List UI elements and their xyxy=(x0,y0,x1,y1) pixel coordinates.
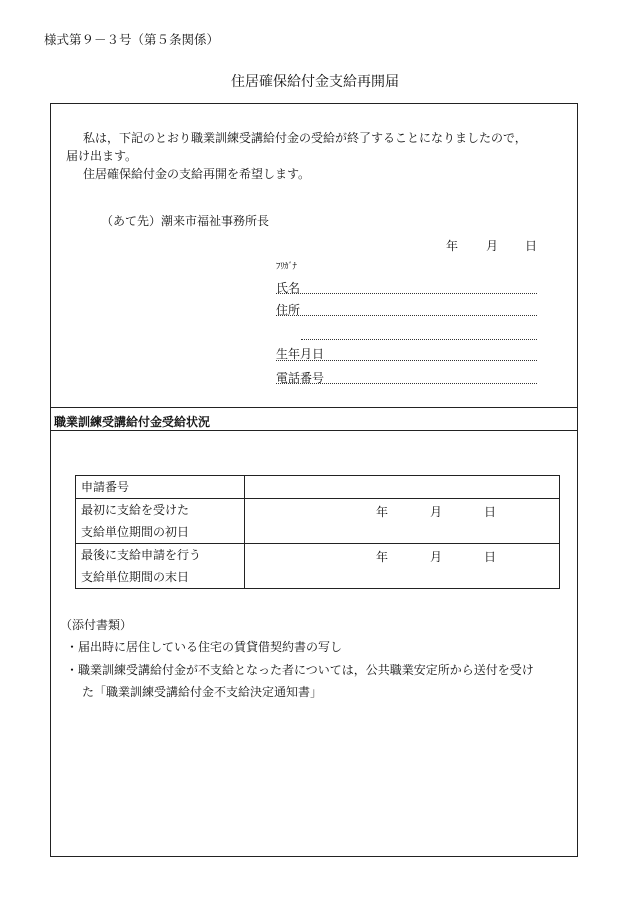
attachments-heading: （添付書類） xyxy=(60,618,133,632)
furigana-label: ﾌﾘｶﾞﾅ xyxy=(276,262,297,272)
intro-line-3: 住居確保給付金の支給再開を希望します。 xyxy=(83,167,311,181)
first-period-label-line-2: 支給単位期間の初日 xyxy=(81,525,190,539)
page-title: 住居確保給付金支給再開届 xyxy=(231,74,399,90)
attachment-item-2-continued: た「職業訓練受講給付金不支給決定通知書」 xyxy=(82,685,323,699)
name-label: 氏名 xyxy=(276,281,301,295)
first-period-day-unit: 日 xyxy=(484,505,497,519)
address-field-line-1[interactable] xyxy=(276,315,537,316)
birthdate-label: 生年月日 xyxy=(276,347,325,361)
first-period-month-unit: 月 xyxy=(430,505,443,519)
first-period-label-line-1: 最初に支給を受けた xyxy=(81,503,190,517)
first-period-date-field[interactable] xyxy=(245,499,560,544)
section-divider-top xyxy=(50,407,578,408)
last-period-label xyxy=(76,544,245,589)
application-number-label: 申請番号 xyxy=(76,476,245,499)
status-table xyxy=(75,475,560,589)
form-number: 様式第９－３号（第５条関係） xyxy=(44,32,220,47)
name-field[interactable] xyxy=(276,293,537,294)
phone-label: 電話番号 xyxy=(276,371,325,385)
address-field-line-2[interactable] xyxy=(301,339,537,340)
section-title: 職業訓練受講給付金受給状況 xyxy=(54,415,211,429)
last-period-label-line-1: 最後に支給申請を行う xyxy=(81,548,202,562)
addressee: （あて先）潮来市福祉事務所長 xyxy=(101,214,270,228)
submit-date-month-unit: 月 xyxy=(486,239,499,253)
attachment-item-1: ・届出時に居住している住宅の賃貸借契約書の写し xyxy=(66,640,343,654)
table-row xyxy=(76,499,560,544)
last-period-label-line-2: 支給単位期間の末日 xyxy=(81,570,190,584)
last-period-year-unit: 年 xyxy=(376,550,389,564)
first-period-label xyxy=(76,499,245,544)
first-period-year-unit: 年 xyxy=(376,505,389,519)
table-row xyxy=(76,476,560,499)
birthdate-field[interactable] xyxy=(276,360,537,361)
address-label: 住所 xyxy=(276,303,301,317)
intro-line-2: 届け出ます。 xyxy=(66,149,138,163)
intro-line-1: 私は，下記のとおり職業訓練受講給付金の受給が終了することになりましたので， xyxy=(83,131,527,145)
last-period-month-unit: 月 xyxy=(430,550,443,564)
attachment-item-2: ・職業訓練受講給付金が不支給となった者については，公共職業安定所から送付を受け xyxy=(66,663,534,677)
application-number-field[interactable] xyxy=(245,476,560,499)
last-period-day-unit: 日 xyxy=(484,550,497,564)
table-row xyxy=(76,544,560,589)
section-divider-bottom xyxy=(50,430,578,431)
phone-field[interactable] xyxy=(276,383,537,384)
submit-date-year-unit: 年 xyxy=(446,239,459,253)
last-period-date-field[interactable] xyxy=(245,544,560,589)
submit-date-day-unit: 日 xyxy=(525,239,538,253)
